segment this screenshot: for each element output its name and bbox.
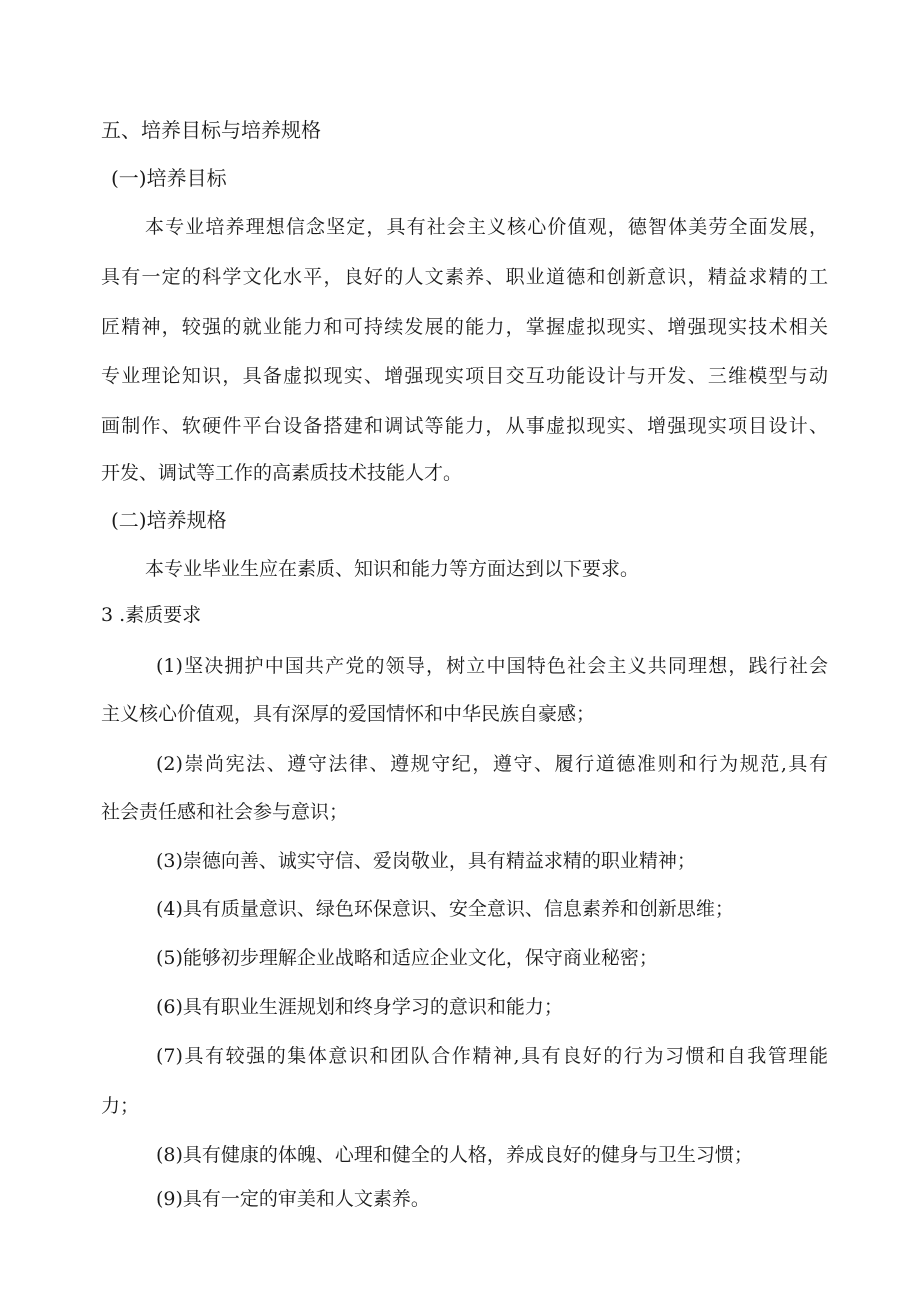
- quality-item-line: (1)坚决拥护中国共产党的领导，树立中国特色社会主义共同理想，践行社会: [156, 655, 828, 677]
- goals-heading: (一)培养目标: [111, 166, 227, 190]
- quality-item-line: (8)具有健康的体魄、心理和健全的人格，养成良好的健身与卫生习惯；: [156, 1144, 753, 1166]
- goals-paragraph-line: 本专业培养理想信念坚定，具有社会主义核心价值观，德智体美劳全面发展，: [145, 216, 828, 238]
- specs-heading: (二)培养规格: [111, 508, 227, 532]
- quality-item-line: (9)具有一定的审美和人文素养。: [156, 1188, 430, 1210]
- goals-paragraph-line: 开发、调试等工作的高素质技术技能人才。: [101, 462, 463, 484]
- section-title: 五、培养目标与培养规格: [101, 118, 321, 142]
- goals-paragraph-line: 画制作、软硬件平台设备搭建和调试等能力，从事虚拟现实、增强现实项目设计、: [101, 415, 828, 437]
- goals-paragraph-line: 匠精神，较强的就业能力和可持续发展的能力，掌握虚拟现实、增强现实技术相关: [101, 316, 828, 338]
- quality-item-line: (3)崇德向善、诚实守信、爱岗敬业，具有精益求精的职业精神；: [156, 850, 696, 872]
- quality-item-line: (6)具有职业生涯规划和终身学习的意识和能力；: [156, 996, 563, 1018]
- quality-item-line: (7)具有较强的集体意识和团队合作精神,具有良好的行为习惯和自我管理能: [156, 1045, 828, 1067]
- quality-item-line: 主义核心价值观，具有深厚的爱国情怀和中华民族自豪感；: [101, 703, 596, 725]
- quality-item-line: (4)具有质量意识、绿色环保意识、安全意识、信息素养和创新思维；: [156, 898, 734, 920]
- goals-paragraph-line: 专业理论知识，具备虚拟现实、增强现实项目交互功能设计与开发、三维模型与动: [101, 365, 828, 387]
- quality-item-line: (2)崇尚宪法、遵守法律、遵规守纪，遵守、履行道德准则和行为规范,具有: [156, 753, 828, 775]
- quality-item-line: 力；: [101, 1095, 140, 1117]
- quality-item-line: (5)能够初步理解企业战略和适应企业文化，保守商业秘密；: [156, 947, 658, 969]
- quality-heading: 3 .素质要求: [101, 604, 202, 626]
- quality-item-line: 社会责任感和社会参与意识；: [101, 801, 349, 823]
- goals-paragraph-line: 具有一定的科学文化水平，良好的人文素养、职业道德和创新意识，精益求精的工: [101, 266, 828, 288]
- specs-intro: 本专业毕业生应在素质、知识和能力等方面达到以下要求。: [145, 558, 640, 580]
